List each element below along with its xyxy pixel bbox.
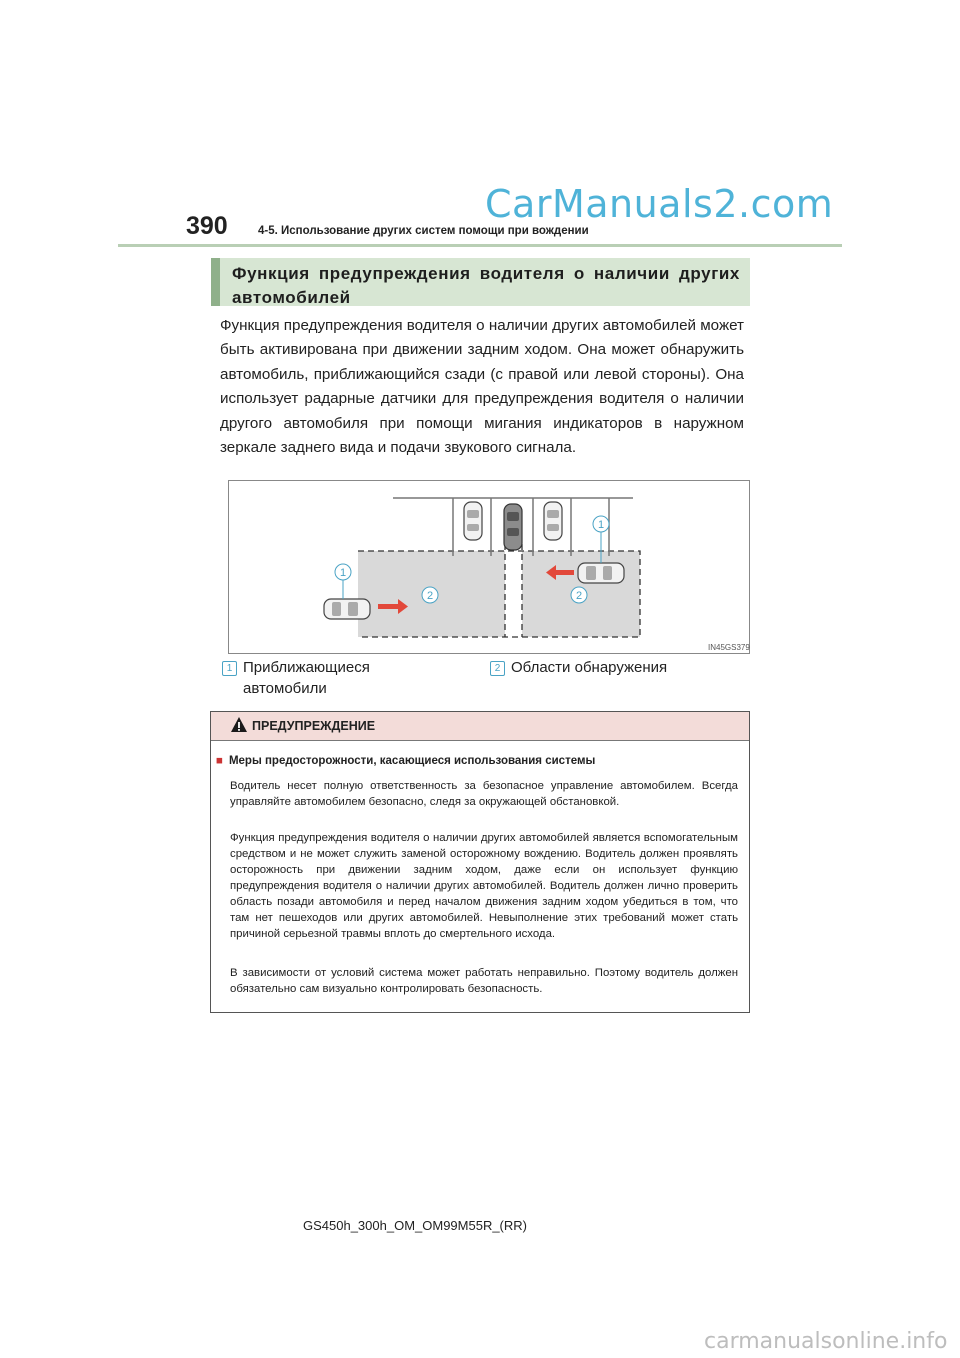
warning-subheading-text: Меры предосторожности, касающиеся использования системы (228, 755, 596, 767)
parked-car-1 (464, 502, 482, 540)
detection-diagram (228, 480, 750, 654)
approaching-car-right (578, 563, 624, 583)
section-title-box (211, 258, 750, 306)
marker-1-left-label: 1 (339, 567, 347, 579)
legend-label-2: Области обнаружения (511, 659, 668, 676)
marker-2-left (422, 587, 438, 603)
marker-2-right-label: 2 (575, 590, 583, 602)
footer-code: GS450h_300h_OM_OM99M55R_(RR) (303, 1218, 527, 1233)
approaching-car-left (324, 599, 370, 619)
legend-number-2: 2 (490, 661, 505, 676)
warning-title: ПРЕДУПРЕЖДЕНИЕ (252, 719, 376, 733)
own-car (504, 504, 522, 550)
watermark-bottom: carmanualsonline.info (704, 1329, 948, 1354)
header-rule (118, 244, 842, 247)
warning-paragraph-3: В зависимости от условий система может работать неправильно. Поэтому водитель должен обязательно сам визуально контролировать безопасность. (230, 967, 738, 995)
body-paragraph: Функция предупреждения водителя о наличии других автомобилей может быть активирована при движении задним ходом. Она может обнаружить автомобиль, приближающийся сзади (с правой или левой стороны). Она использует радарные датчики для предупреждения водителя о наличии другого автомобиля при помощи мигания индикаторов в наружном зеркале заднего вида и подачи звукового сигнала. (220, 317, 744, 457)
warning-subheading (216, 755, 595, 767)
marker-1-right-label: 1 (597, 519, 605, 531)
legend-label-1: Приближающиеся автомобили (243, 659, 370, 697)
warning-paragraph-2: Функция предупреждения водителя о наличии других автомобилей является вспомогательным средством и не может служить заменой осторожному вождению. Водитель должен проявлять осторожность при движении задним ходом, даже если он использует функцию предупреждения водителя о наличии других автомобилей. Водитель должен лично проверить область позади автомобиля и перед началом движения задним ходом убедиться в том, что там нет пешеходов или других автомобилей. Невыполнение этих требований может стать причиной серьезной травмы вплоть до смертельного исхода. (230, 832, 738, 940)
page-number: 390 (186, 212, 228, 240)
marker-1-right (593, 516, 609, 532)
section-header: 4-5. Использование других систем помощи при вождении (258, 225, 589, 237)
legend-number-1: 1 (222, 661, 237, 676)
marker-1-left (335, 564, 351, 580)
marker-2-right (571, 587, 587, 603)
warning-triangle-icon (230, 716, 248, 733)
warning-paragraph-1: Водитель несет полную ответственность за безопасное управление автомобилем. Всегда управляйте автомобилем безопасно, следя за окружающей обстановкой. (230, 780, 738, 808)
watermark-top: CarManuals2.com (485, 182, 834, 226)
parked-car-2 (544, 502, 562, 540)
figure-code: IN45GS379 (708, 643, 750, 652)
marker-2-left-label: 2 (426, 590, 434, 602)
square-bullet-icon: ■ (216, 755, 223, 767)
section-title: Функция предупреждения водителя о наличии других автомобилей (232, 264, 740, 307)
